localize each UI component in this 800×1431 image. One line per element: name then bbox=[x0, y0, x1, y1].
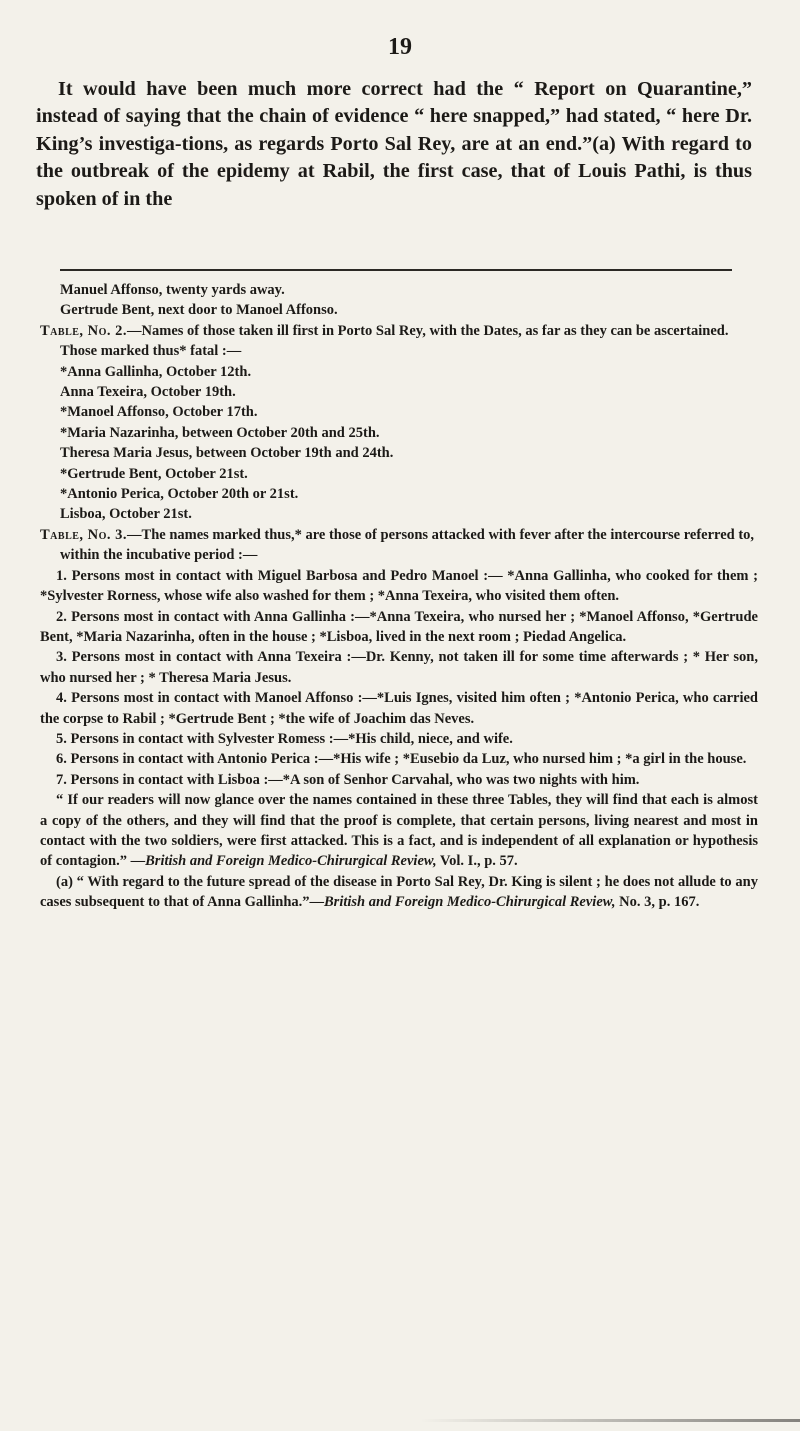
list-item: *Antonio Perica, October 20th or 21st. bbox=[60, 486, 299, 503]
footnote-a-ref: No. 3, p. 167. bbox=[615, 894, 700, 911]
footnote-a-source: British and Foreign Medico-Chirurgical Review, bbox=[324, 894, 616, 911]
contact-item: 3. Persons most in contact with Anna Texeira :—Dr. Kenny, not taken ill for some time afterwards ; * Her son, who nursed her ; * Theresa Maria Jesus. bbox=[40, 649, 758, 686]
list-item: *Manoel Affonso, October 17th. bbox=[60, 404, 258, 421]
list-item: *Gertrude Bent, October 21st. bbox=[60, 465, 248, 482]
list-item: Theresa Maria Jesus, between October 19th and 24th. bbox=[60, 445, 394, 462]
contact-item: 4. Persons most in contact with Manoel Affonso :—*Luis Ignes, visited him often ; *Antonio Perica, who carried the corpse to Rabil ; *Gertrude Bent ; *the wife of Joachim das Neves. bbox=[40, 690, 758, 727]
list-item: *Maria Nazarinha, between October 20th and 25th. bbox=[60, 424, 380, 441]
quote-ref: Vol. I., p. 57. bbox=[436, 853, 518, 870]
table-3-heading bbox=[40, 525, 758, 566]
table-3-label: Table, No. 3. bbox=[40, 526, 128, 543]
page-number: 19 bbox=[388, 34, 412, 60]
list-item: Anna Texeira, October 19th. bbox=[60, 384, 236, 401]
quote-source: British and Foreign Medico-Chirurgical Review, bbox=[145, 853, 437, 870]
footnote-a bbox=[40, 872, 758, 913]
review-quote bbox=[40, 790, 758, 872]
footnote-divider bbox=[60, 269, 732, 271]
contact-item: 6. Persons in contact with Antonio Perica :—*His wife ; *Eusebio da Luz, who nursed him ; *a girl in the house. bbox=[56, 751, 747, 768]
footnote-a-text: (a) “ With regard to the future spread of the disease in Porto Sal Rey, Dr. King is silent ; he does not allude to any cases subsequent to that of Anna Gallinha.”— bbox=[40, 873, 758, 911]
table-2-text: —Names of those taken ill first in Porto Sal Rey, with the Dates, as far as they can be ascertained. Those marked thus* fatal :— bbox=[60, 322, 729, 360]
footnotes bbox=[40, 280, 758, 913]
table-3-text: —The names marked thus,* are those of persons attacked with fever after the intercourse referred to, within the incubative period :— bbox=[60, 526, 755, 564]
table-2-heading bbox=[40, 321, 758, 362]
contact-item: 5. Persons in contact with Sylvester Romess :—*His child, niece, and wife. bbox=[56, 730, 513, 747]
contact-item: 2. Persons most in contact with Anna Gallinha :—*Anna Texeira, who nursed her ; *Manoel Affonso, *Gertrude Bent, *Maria Nazarinha, often in the house ; *Lisboa, lived in the next room ; Piedad Angelica. bbox=[40, 608, 758, 645]
note-line: Manuel Affonso, twenty yards away. bbox=[60, 282, 285, 298]
quote-text: “ If our readers will now glance over the names contained in these three Tables, they will find that each is almost a copy of the others, and they will find that the proof is complete, that certain persons, living nearest and most in contact with the two soldiers, were first attacked. This is a fact, and is independent of all explanation or hypothesis of contagion.” — bbox=[40, 792, 758, 870]
note-line: Gertrude Bent, next door to Manoel Affonso. bbox=[60, 302, 338, 319]
list-item: *Anna Gallinha, October 12th. bbox=[60, 363, 252, 380]
table-2-label: Table, No. 2. bbox=[40, 322, 128, 339]
list-item: Lisboa, October 21st. bbox=[60, 506, 192, 523]
intro-paragraph bbox=[36, 76, 752, 213]
contact-item: 7. Persons in contact with Lisboa :—*A son of Senhor Carvahal, who was two nights with him. bbox=[56, 771, 640, 788]
contact-item: 1. Persons most in contact with Miguel Barbosa and Pedro Manoel :— *Anna Gallinha, who cooked for them ; *Sylvester Rorness, whose wife also washed for them ; *Anna Texeira, who visited them often. bbox=[40, 567, 758, 605]
page-bottom-edge bbox=[420, 1419, 800, 1422]
intro-text: It would have been much more correct had the “ Report on Quarantine,” instead of saying that the chain of evidence “ here snapped,” had stated, “ here Dr. King’s investiga-tions, as regards Porto Sal Rey, are at an end.”(a) With regard to the outbreak of the epidemy at Rabil, the first case, that of Louis Pathi, is thus spoken of in the bbox=[36, 78, 752, 210]
